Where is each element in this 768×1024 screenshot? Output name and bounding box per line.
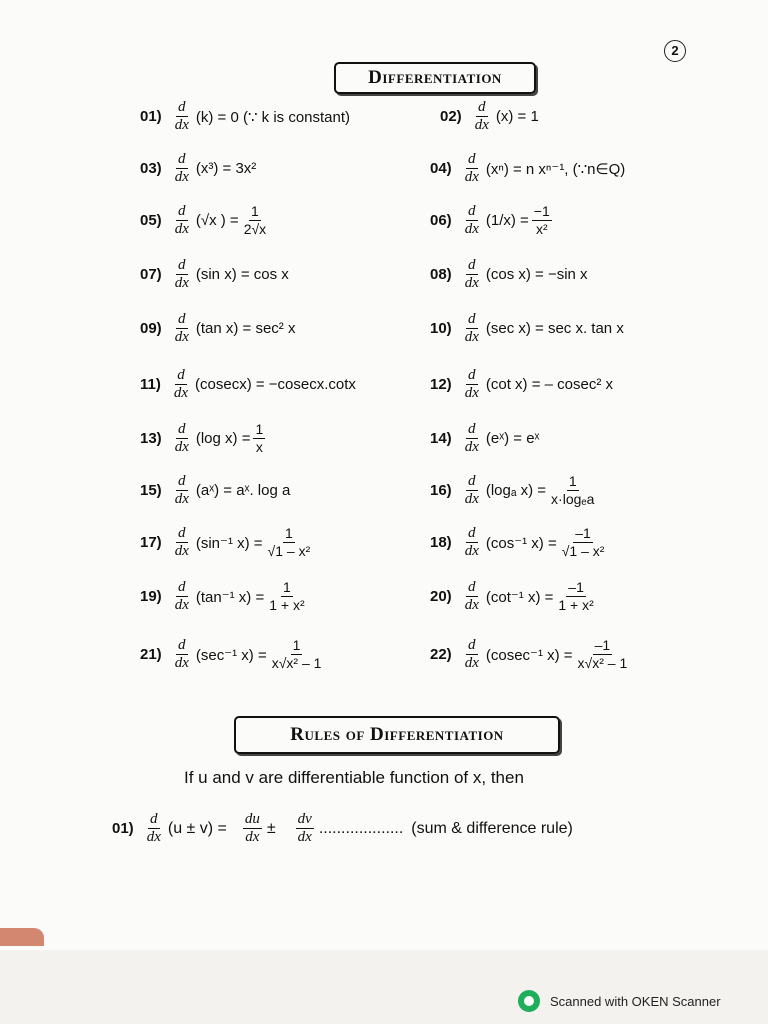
result-fraction [242,204,268,237]
formula-number: 08) [430,266,452,283]
formula-12 [430,368,613,401]
result-numerator: 1 [292,637,301,653]
formula-number: 18) [430,534,452,551]
dv-dx: $\frac{dv}{dx}$ [297,811,312,845]
formula-16 [430,474,599,507]
result-denominator: x [255,439,263,455]
result-fraction [267,580,306,613]
formula-expression: (sin⁻¹ x) = [195,534,263,552]
formula-expression: (tan x) = sec² x [195,320,296,337]
formula-15 [140,474,290,507]
derivative-operator: $\frac{d}{dx}$ [464,421,479,455]
result-fraction [532,204,552,237]
formula-2 [440,100,539,133]
derivative-operator: $\frac{d}{dx}$ [464,311,479,345]
formula-number: 19) [140,588,162,605]
derivative-operator: $\frac{d}{dx}$ [174,99,189,133]
formula-number: 22) [430,646,452,663]
rule-sum-difference [112,812,573,845]
result-denominator: x·logₑa [551,491,595,507]
formula-19 [140,580,310,613]
formula-14 [430,422,539,455]
page-edge-mark [0,928,44,946]
formula-1 [140,100,350,133]
formula-expression: (√x ) = [195,212,239,229]
formula-8 [430,258,588,291]
formula-expression: (sec x) = sec x. tan x [485,320,624,337]
derivative-operator: $\frac{d}{dx}$ [146,811,161,845]
derivative-operator: $\frac{d}{dx}$ [464,203,479,237]
result-fraction [266,526,313,559]
formula-7 [140,258,289,291]
derivative-operator: $\frac{d}{dx}$ [474,99,489,133]
formula-number: 05) [140,212,162,229]
derivative-operator: $\frac{d}{dx}$ [174,473,189,507]
result-numerator: 1 [283,579,291,595]
result-fraction [556,580,595,613]
formula-number: 15) [140,482,162,499]
result-denominator: √1 – x² [267,543,311,559]
formula-18 [430,526,609,559]
result-denominator: √1 – x² [561,543,605,559]
formula-11 [140,368,356,401]
formula-22 [430,638,632,671]
formula-number: 04) [430,160,452,177]
formula-number: 17) [140,534,162,551]
formula-expression: (1/x) = [485,212,529,229]
formula-expression: (cot⁻¹ x) = [485,588,554,606]
rule-lhs: (u ± v) = [167,819,227,837]
scanner-logo-icon [518,990,540,1012]
derivative-operator: $\frac{d}{dx}$ [464,257,479,291]
result-numerator: –1 [575,525,591,541]
rule-label: (sum & difference rule) [411,819,573,837]
formula-expression: (cos x) = −sin x [485,266,588,283]
result-numerator: 1 [251,203,259,219]
result-fraction [560,526,607,559]
section-title-differentiation: Differentiation [334,62,536,94]
derivative-operator: $\frac{d}{dx}$ [173,367,189,401]
formula-number: 20) [430,588,452,605]
rule-number: 01) [112,820,134,837]
formula-number: 06) [430,212,452,229]
formula-number: 16) [430,482,452,499]
formula-6 [430,204,555,237]
result-denominator: 1 + x² [558,597,594,613]
formula-expression: (cot x) = – cosec² x [485,376,613,393]
result-denominator: x√x² – 1 [577,655,628,671]
derivative-operator: $\frac{d}{dx}$ [464,579,479,613]
derivative-operator: $\frac{d}{dx}$ [174,525,189,559]
derivative-operator: $\frac{d}{dx}$ [464,473,479,507]
formula-expression: (cosecx) = −cosecx.cotx [195,376,356,393]
du-dx: $\frac{du}{dx}$ [244,811,260,845]
formula-17 [140,526,315,559]
formula-number: 11) [140,376,161,393]
formula-21 [140,638,326,671]
page-number: 2 [664,40,686,62]
result-numerator: −1 [533,203,550,219]
formula-5 [140,204,271,237]
formula-expression: (cosec⁻¹ x) = [485,646,573,664]
formula-expression: (sec⁻¹ x) = [195,646,267,664]
formula-13 [140,422,268,455]
result-numerator: 1 [568,473,577,489]
formula-20 [430,580,599,613]
result-numerator: 1 [255,421,264,437]
derivative-operator: $\frac{d}{dx}$ [464,525,479,559]
formula-number: 12) [430,376,452,393]
formula-expression: (xⁿ) = n xⁿ⁻¹, (∵n∈Q) [485,160,626,178]
result-fraction [270,638,324,671]
derivative-operator: $\frac{d}{dx}$ [174,203,189,237]
formula-expression: (x) = 1 [495,108,539,125]
formula-expression: (logₐ x) = [485,482,547,499]
derivative-operator: $\frac{d}{dx}$ [174,637,189,671]
result-numerator: –1 [568,579,584,595]
derivative-operator: $\frac{d}{dx}$ [174,257,189,291]
formula-number: 21) [140,646,162,663]
derivative-operator: $\frac{d}{dx}$ [174,579,189,613]
derivative-operator: $\frac{d}{dx}$ [464,367,479,401]
derivative-operator: $\frac{d}{dx}$ [174,151,189,185]
rules-intro: If u and v are differentiable function of x, then [184,768,524,787]
result-numerator: –1 [594,637,611,653]
result-fraction [253,422,265,455]
formula-3 [140,152,256,185]
formula-number: 09) [140,320,162,337]
scanner-text: Scanned with OKEN Scanner [550,993,721,1009]
result-denominator: 1 + x² [269,597,305,613]
formula-expression: (tan⁻¹ x) = [195,588,265,606]
derivative-operator: $\frac{d}{dx}$ [174,311,189,345]
formula-number: 07) [140,266,162,283]
result-denominator: 2√x [243,221,267,237]
formula-number: 01) [140,108,162,125]
plus-minus: ± [266,819,276,837]
formula-4 [430,152,625,185]
formula-expression: (k) = 0 (∵ k is constant) [195,108,351,126]
scanner-watermark [518,990,721,1012]
derivative-operator: $\frac{d}{dx}$ [464,637,479,671]
result-denominator: x√x² – 1 [271,655,322,671]
formula-expression: (sin x) = cos x [195,266,289,283]
result-fraction [576,638,630,671]
formula-10 [430,312,624,345]
formula-expression: (eˣ) = eˣ [485,430,540,447]
formula-number: 14) [430,430,452,447]
derivative-operator: $\frac{d}{dx}$ [174,421,189,455]
formula-expression: (log x) = [195,430,251,447]
result-fraction [549,474,596,507]
result-numerator: 1 [285,525,293,541]
formula-number: 13) [140,430,162,447]
formula-number: 02) [440,108,462,125]
formula-number: 03) [140,160,162,177]
formula-number: 10) [430,320,452,337]
formula-expression: (x³) = 3x² [195,160,257,177]
section-title-rules: Rules of Differentiation [234,716,560,754]
formula-expression: (cos⁻¹ x) = [485,534,557,552]
leader-dots: ................... [318,819,404,837]
formula-expression: (aˣ) = aˣ. log a [195,482,291,499]
formula-9 [140,312,295,345]
result-denominator: x² [535,221,548,237]
derivative-operator: $\frac{d}{dx}$ [464,151,479,185]
